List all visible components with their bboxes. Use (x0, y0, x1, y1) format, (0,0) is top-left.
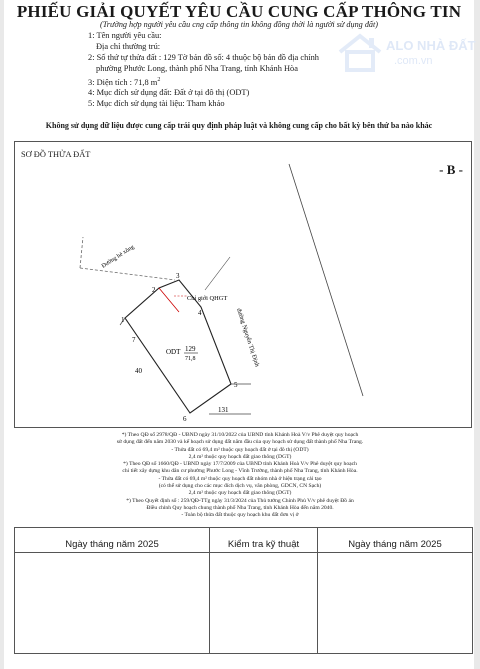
note-line: - Toàn bộ thửa đất thuộc quy hoạch khu đất đơn vị ở (181, 512, 299, 519)
info-address: Địa chỉ thường trú: (96, 41, 161, 51)
road-edge-line (205, 257, 230, 290)
info-location: phường Phước Long, thành phố Nha Trang, tỉnh Khánh Hòa (96, 63, 298, 73)
signature-divider (318, 552, 472, 553)
info-requester: 1: Tên người yêu cầu: (88, 31, 162, 40)
vertex-label: 4 (198, 309, 202, 317)
info-area-unit-sup: 2 (157, 76, 161, 83)
signature-table (14, 527, 473, 654)
note-line: *) Theo QĐ số 2978/QĐ - UBND ngày 31/10/2022 của UBND tỉnh Khánh Hoà V/v Phê duyệt quy hoạch (121, 432, 359, 438)
page-title: PHIẾU GIẢI QUYẾT YÊU CẦU CUNG CẤP THÔNG TIN (16, 2, 462, 21)
watermark-domain: .com.vn (394, 55, 433, 67)
note-line: 2,4 m² thuộc quy hoạch đất giao thông (DGT) (188, 490, 292, 497)
note-line: Điều chỉnh Quy hoạch chung thành phố Nha Trang, tỉnh Khánh Hòa đến năm 2040. (146, 504, 334, 511)
vertex-label: 2 (152, 286, 156, 294)
note-line: chi tiết xây dựng khu dân cư phường Phước Long - Vĩnh Trường, thành phố Nha Trang, tỉnh Khánh Hòa. (122, 468, 358, 475)
note-line: - Thửa đất có 69,4 m² thuộc quy hoạch đất ở tại đô thị (ODT) (171, 446, 309, 453)
technical-check-label: Kiểm tra kỹ thuật (227, 539, 300, 550)
road-boundary-line (80, 268, 175, 280)
vertex-label: 5 (234, 381, 238, 389)
vertex-label: 3 (176, 272, 180, 280)
note-line: sử dụng đất đến năm 2030 và kế hoạch sử dụng đất năm đầu của quy hoạch sử dụng đất thành phố Nha Trang. (116, 439, 364, 446)
road-label-left: Đường hẻ xông (100, 244, 136, 270)
disclaimer: Không sử dụng dữ liệu được cung cấp trái quy định pháp luật và không cung cấp cho bất kỳ bên thứ ba nào khác (45, 121, 433, 130)
vertex-label: 7 (132, 336, 136, 344)
note-line: *) Theo QĐ số 1660/QĐ - UBND ngày 17/7/2009 của UBND tỉnh Khánh Hoà V/v Phê duyệt quy hoạch (123, 461, 357, 468)
note-line: *) Theo Quyết định số : 259/QĐ-TTg ngày 31/3/2024 của Thủ tướng Chính Phủ V/v phê duyệt Đồ án (126, 497, 354, 504)
signature-date-right: Ngày tháng năm 2025 (348, 539, 442, 550)
info-area-text: 3: Diện tích : 71,8 m (88, 77, 158, 87)
road-boundary-line (80, 237, 83, 268)
signature-cell-middle (210, 528, 318, 653)
parcel-map-frame (14, 141, 472, 428)
note-line: 2,4 m² thuộc quy hoạch đất giao thông (DGT) (188, 453, 292, 460)
planning-notes (40, 432, 440, 520)
signature-divider (15, 552, 210, 553)
parcel-area: 71,8 (185, 356, 196, 362)
neighbor-parcel-left: 40 (135, 367, 142, 375)
page-subtitle: (Trường hợp người yêu cầu cng cấp thông tin không đồng thời là người sử dụng đất) (99, 20, 379, 29)
road-label-right: đường Nguyễn Thị Định (235, 307, 261, 368)
section-marker: - B - (439, 162, 463, 177)
signature-divider (210, 552, 317, 553)
info-parcel-number: 2: Số thứ tự thửa đất : 129 Tờ bản đồ số: 4 thuộc bộ bản đồ địa chính (88, 52, 319, 62)
document-sheet (4, 0, 474, 669)
vertex-label: 1 (121, 316, 125, 324)
road-edge-line (289, 164, 363, 396)
signature-cell-left (15, 528, 210, 653)
watermark-brand: ALO NHÀ ĐẤT (386, 38, 476, 53)
vertex-label: 6 (183, 415, 187, 423)
info-area (88, 75, 418, 89)
signature-date-left: Ngày tháng năm 2025 (65, 539, 159, 550)
map-label: SƠ ĐỒ THỬA ĐẤT (21, 150, 91, 159)
parcel-info (88, 31, 418, 110)
note-line: - Thửa đất có 69,4 m² thuộc quy hoạch đất nhóm nhà ở hiện trạng cải tạo (158, 475, 322, 482)
signature-cell-right (318, 528, 472, 653)
planning-label: Chỉ giới QHGT (187, 295, 228, 302)
info-document-purpose: 5: Mục đích sử dụng tài liệu: Tham khảo (88, 99, 225, 109)
parcel-map (15, 142, 473, 429)
parcel-code: ODT (166, 348, 181, 356)
parcel-number: 129 (185, 345, 196, 353)
planning-boundary-line (159, 288, 179, 312)
note-line: (có thể sử dụng cho các mục đích dịch vụ, văn phòng, GDCN, CN Sạch) (158, 483, 322, 490)
neighbor-parcel-right: 131 (218, 406, 229, 414)
info-land-use: 4: Mục đích sử dụng đất: Đất ở tại đô thị (ODT) (88, 88, 250, 98)
